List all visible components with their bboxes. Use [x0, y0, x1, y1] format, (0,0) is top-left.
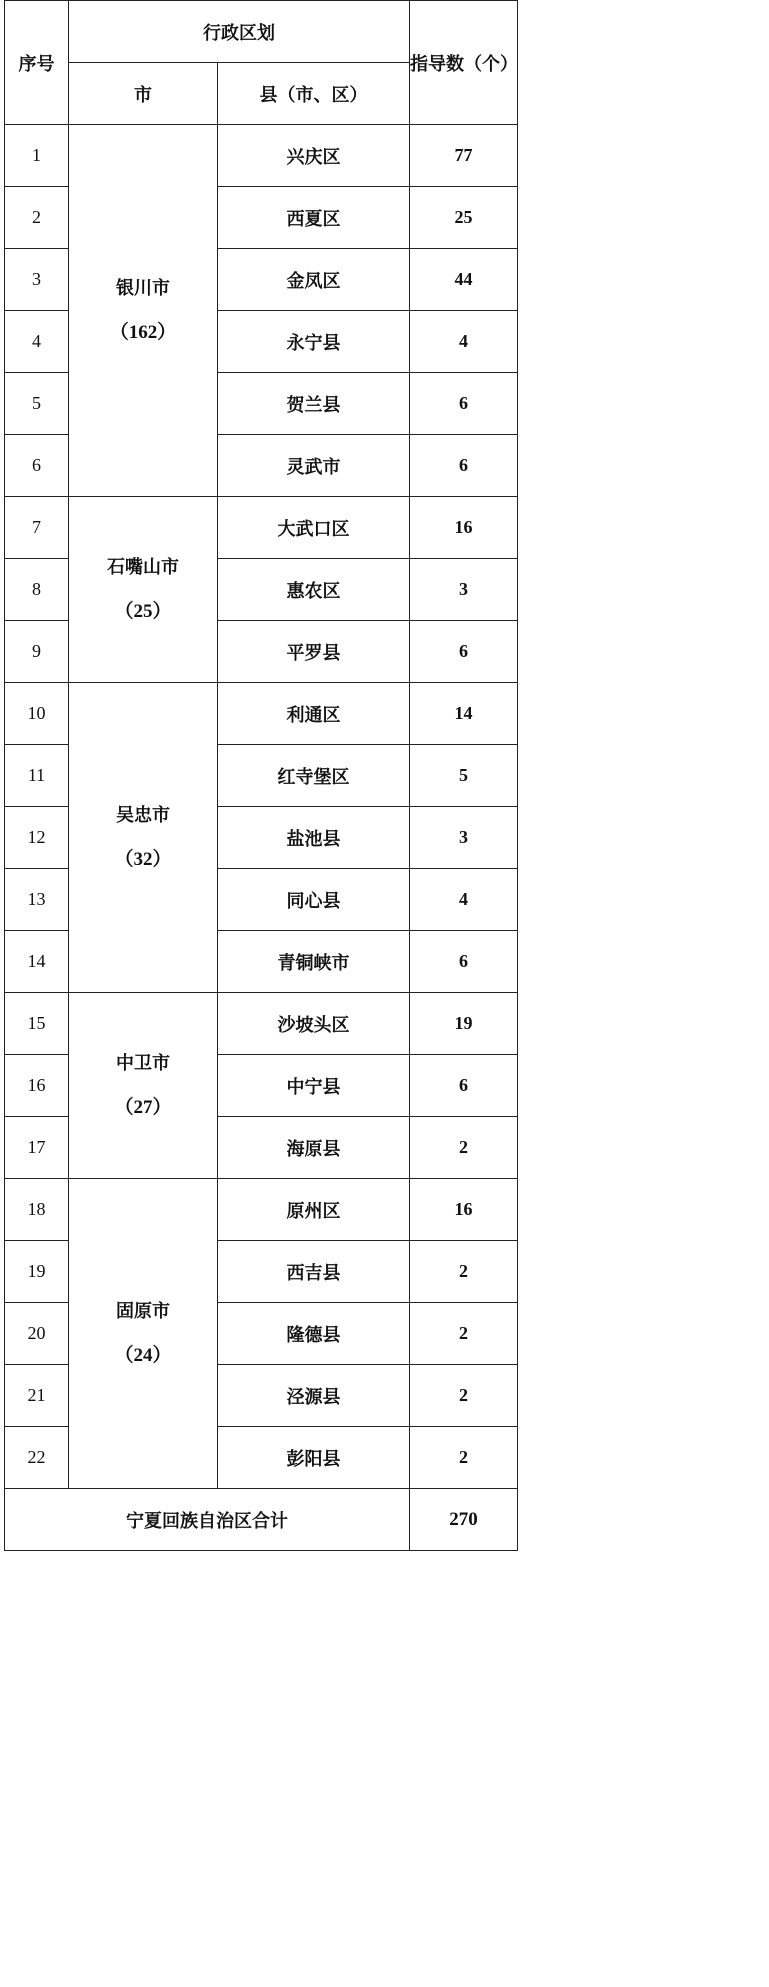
- row-seq: 20: [5, 1303, 69, 1365]
- row-county: 泾源县: [218, 1365, 410, 1427]
- row-seq: 1: [5, 125, 69, 187]
- city-cell: [69, 125, 218, 497]
- row-seq: 17: [5, 1117, 69, 1179]
- row-county: 兴庆区: [218, 125, 410, 187]
- header-count: 指导数（个）: [410, 1, 518, 125]
- row-count: 25: [410, 187, 518, 249]
- row-county: 彭阳县: [218, 1427, 410, 1489]
- row-seq: 22: [5, 1427, 69, 1489]
- row-count: 3: [410, 807, 518, 869]
- row-count: 6: [410, 1055, 518, 1117]
- row-seq: 16: [5, 1055, 69, 1117]
- row-county: 永宁县: [218, 311, 410, 373]
- row-seq: 18: [5, 1179, 69, 1241]
- row-seq: 11: [5, 745, 69, 807]
- header-region: 行政区划: [69, 1, 410, 63]
- row-county: 同心县: [218, 869, 410, 931]
- city-total: （25）: [114, 600, 172, 622]
- row-county: 大武口区: [218, 497, 410, 559]
- header-seq: 序号: [5, 1, 69, 125]
- city-cell: [69, 683, 218, 993]
- total-value: 270: [410, 1489, 518, 1551]
- city-name: 固原市: [116, 1300, 170, 1322]
- city-name: 中卫市: [116, 1052, 170, 1074]
- city-total: （162）: [109, 321, 177, 343]
- row-count: 19: [410, 993, 518, 1055]
- total-label: 宁夏回族自治区合计: [5, 1489, 410, 1551]
- row-count: 6: [410, 435, 518, 497]
- row-county: 利通区: [218, 683, 410, 745]
- city-cell: [69, 993, 218, 1179]
- row-count: 2: [410, 1117, 518, 1179]
- row-count: 4: [410, 869, 518, 931]
- row-county: 惠农区: [218, 559, 410, 621]
- row-county: 海原县: [218, 1117, 410, 1179]
- table-row: [5, 683, 518, 745]
- row-county: 隆德县: [218, 1303, 410, 1365]
- row-county: 金凤区: [218, 249, 410, 311]
- row-county: 盐池县: [218, 807, 410, 869]
- table-header: [5, 1, 518, 125]
- row-county: 红寺堡区: [218, 745, 410, 807]
- table-row: [5, 1179, 518, 1241]
- row-count: 16: [410, 497, 518, 559]
- row-seq: 7: [5, 497, 69, 559]
- row-count: 6: [410, 621, 518, 683]
- row-seq: 12: [5, 807, 69, 869]
- row-seq: 19: [5, 1241, 69, 1303]
- row-seq: 4: [5, 311, 69, 373]
- row-county: 青铜峡市: [218, 931, 410, 993]
- row-seq: 8: [5, 559, 69, 621]
- row-count: 3: [410, 559, 518, 621]
- row-seq: 5: [5, 373, 69, 435]
- row-seq: 9: [5, 621, 69, 683]
- row-county: 灵武市: [218, 435, 410, 497]
- row-count: 6: [410, 931, 518, 993]
- row-count: 2: [410, 1303, 518, 1365]
- row-county: 沙坡头区: [218, 993, 410, 1055]
- row-county: 贺兰县: [218, 373, 410, 435]
- city-cell: [69, 497, 218, 683]
- table-row: [5, 497, 518, 559]
- city-total: （32）: [114, 848, 172, 870]
- row-county: 西吉县: [218, 1241, 410, 1303]
- row-seq: 14: [5, 931, 69, 993]
- header-city: 市: [69, 63, 218, 125]
- row-seq: 15: [5, 993, 69, 1055]
- row-county: 原州区: [218, 1179, 410, 1241]
- city-name: 石嘴山市: [107, 556, 179, 578]
- row-seq: 2: [5, 187, 69, 249]
- city-name: 银川市: [116, 277, 170, 299]
- quota-table: [4, 0, 518, 1551]
- total-row: [5, 1489, 518, 1551]
- city-total: （24）: [114, 1344, 172, 1366]
- row-county: 中宁县: [218, 1055, 410, 1117]
- quota-table-container: [4, 0, 517, 1551]
- row-seq: 6: [5, 435, 69, 497]
- table-footer: [5, 1489, 518, 1551]
- row-count: 16: [410, 1179, 518, 1241]
- city-total: （27）: [114, 1096, 172, 1118]
- city-name: 吴忠市: [116, 804, 170, 826]
- row-county: 平罗县: [218, 621, 410, 683]
- row-seq: 13: [5, 869, 69, 931]
- row-seq: 21: [5, 1365, 69, 1427]
- row-count: 44: [410, 249, 518, 311]
- row-count: 2: [410, 1427, 518, 1489]
- table-body: [5, 125, 518, 1489]
- row-count: 5: [410, 745, 518, 807]
- row-county: 西夏区: [218, 187, 410, 249]
- row-seq: 3: [5, 249, 69, 311]
- table-row: [5, 993, 518, 1055]
- row-count: 2: [410, 1365, 518, 1427]
- row-count: 77: [410, 125, 518, 187]
- row-count: 2: [410, 1241, 518, 1303]
- table-row: [5, 125, 518, 187]
- row-count: 14: [410, 683, 518, 745]
- row-seq: 10: [5, 683, 69, 745]
- city-cell: [69, 1179, 218, 1489]
- header-county: 县（市、区）: [218, 63, 410, 125]
- row-count: 4: [410, 311, 518, 373]
- row-count: 6: [410, 373, 518, 435]
